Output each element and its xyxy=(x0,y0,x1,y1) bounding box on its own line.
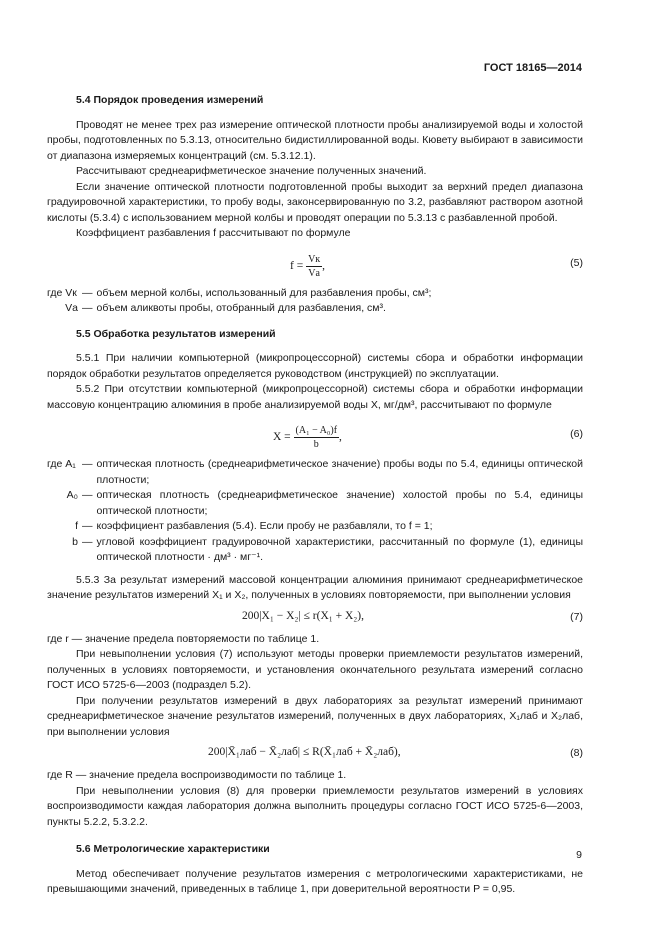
where-item: где Vк — объем мерной колбы, использованный для разбавления пробы, см³; xyxy=(47,286,432,299)
formula-5: f = $\frac{Vк}{Vа}$ , (5) xyxy=(290,253,583,279)
paragraph: где R — значение предела воспроизводимости по таблице 1. xyxy=(47,769,347,781)
where-item: b — угловой коэффициент градуировочной характеристики, рассчитанный по формуле (1), единицы оптической плотности · дм³ · мг⁻¹. xyxy=(72,535,583,563)
page-content xyxy=(47,90,583,898)
section-5-4-title: 5.4 Порядок проведения измерений xyxy=(76,94,264,106)
paragraph: Проводят не менее трех раз измерение оптической плотности пробы анализируемой воды и холостой пробы, подготовленных по 5.3.13, относительно бидистиллированной воды. Кювету выбирают в зависимости от диапазона измеряемых концентраций (см. 5.3.12.1). xyxy=(47,118,583,162)
numerator: (A₁ − A₀)f xyxy=(295,425,338,436)
formula-lhs: f = xyxy=(290,259,304,272)
page-number: 9 xyxy=(576,849,582,861)
fraction xyxy=(306,253,322,280)
fraction xyxy=(294,424,340,451)
paragraph: Если значение оптической плотности подготовленной пробы выходит за верхний предел диапазона градуировочной характеристики, то пробу воды, законсервированную по 3.2, разбавляют раствором азотной кислоты (5.3.4) с использованием мерной колбы и проводят операции по 5.3.13 с разбавленной пробой. xyxy=(47,180,583,224)
paragraph: Коэффициент разбавления f рассчитывают по формуле xyxy=(76,227,351,239)
where-item: Vа — объем аликвоты пробы, отобранный для разбавления, см³. xyxy=(65,302,386,314)
formula-7: 200|X₁ − X₂| ≤ r(X₁ + X₂), (7) xyxy=(47,607,583,629)
denominator: Vа xyxy=(308,267,320,279)
formula-number: (5) xyxy=(570,256,583,269)
where-item: f — коэффициент разбавления (5.4). Если пробу не разбавляли, то f = 1; xyxy=(75,520,433,532)
formula-number: (7) xyxy=(570,610,583,623)
where-item: A₀ — оптическая плотность (среднеарифметическое значение) холостой пробы по 5.4, единицы оптической плотности; xyxy=(66,489,583,517)
paragraph: Рассчитывают среднеарифметическое значение полученных значений. xyxy=(76,165,427,177)
paragraph: При невыполнении условия (7) используют методы проверки приемлемости результатов измерений, полученных в условиях повторяемости, и установления окончательного результата измерений согласно ГОСТ ИСО 5725-6—2003 (подраздел 5.2). xyxy=(47,648,583,691)
standard-header: ГОСТ 18165—2014 xyxy=(483,62,582,74)
formula-6: X = $\frac{\text{(A₁ − A₀)f}}{b}$ , (6) xyxy=(273,425,583,450)
formula-number: (6) xyxy=(570,428,583,440)
paragraph: 5.5.1 При наличии компьютерной (микропроцессорной) системы сбора и обработки информации порядок обработки результатов определяется руководством (инструкцией) по эксплуатации. xyxy=(47,352,583,380)
section-5-5-title: 5.5 Обработка результатов измерений xyxy=(76,327,276,340)
denominator: b xyxy=(313,439,319,450)
where-item: где A₁ — оптическая плотность (среднеарифметическое значение) пробы воды по 5.4, единицы оптической плотности; xyxy=(47,458,583,486)
paragraph: 5.5.2 При отсутствии компьютерной (микропроцессорной) системы сбора и обработки информации массовую концентрацию алюминия в пробе анализируемой воды X, мг/дм³, рассчитывают по формуле xyxy=(47,383,583,411)
formula-lhs: X = xyxy=(273,431,291,444)
paragraph: Метод обеспечивает получение результатов измерения с метрологическими характеристиками, не превышающими значений, приведенных в таблице 1, при доверительной вероятности P = 0,95. xyxy=(47,867,583,895)
formula-8: 200|X̄₁лаб − X̄₂лаб| ≤ R(X̄₁лаб + X̄₂лаб), (8) xyxy=(47,743,583,765)
numerator: Vк xyxy=(308,253,321,265)
section-5-6-title: 5.6 Метрологические характеристики xyxy=(76,843,270,855)
paragraph: При невыполнении условия (8) для проверки приемлемости результатов измерений в условиях воспроизводимости каждая лаборатория должна выполнить процедуры согласно ГОСТ ИСО 5725-6—2003, пункты 5.2.2, 5.3.2.2. xyxy=(47,784,583,828)
paragraph: При получении результатов измерений в двух лабораториях за результат измерений принимают среднеарифметическое значение результатов измерений, полученных в двух лабораториях, X₁лаб и X₂лаб, при выполнении условия xyxy=(47,694,583,738)
paragraph: где r — значение предела повторяемости по таблице 1. xyxy=(47,632,320,645)
paragraph: 5.5.3 За результат измерений массовой концентрации алюминия принимают среднеарифметическое значение результатов измерений X₁ и X₂, полученных в условиях повторяемости, при выполнении условия xyxy=(47,573,583,601)
formula-number: (8) xyxy=(570,747,583,759)
